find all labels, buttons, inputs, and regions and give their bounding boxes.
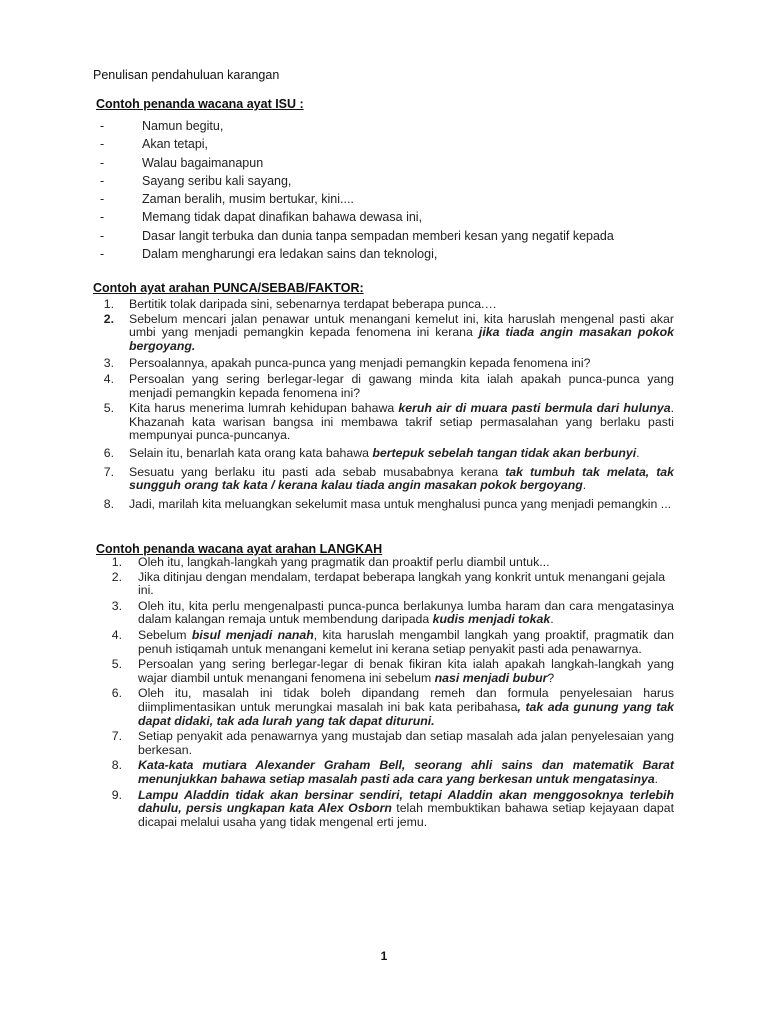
page-number: 1 <box>380 949 388 963</box>
list-item: 1. Bertitik tolak daripada sini, sebenarnya terdapat beberapa punca.… <box>103 297 497 311</box>
list-item: 7. Setiap penyakit ada penawarnya yang mustajab dan setiap masalah ada jalan penyelesaian yang berkesan. <box>111 729 674 757</box>
langkah-sentence-list <box>104 556 674 829</box>
list-item: - Namun begitu, <box>100 119 224 133</box>
isu-marker-list <box>100 117 614 263</box>
list-item: - Akan tetapi, <box>100 137 209 152</box>
list-item: 8. Kata-kata mutiara Alexander Graham Bell, seorang ahli sains dan matematik Barat menunjukkan bahawa setiap masalah pasti ada cara yang berkesan untuk mengatasinya. <box>111 758 674 786</box>
list-item: 5. Kita harus menerima lumrah kehidupan bahawa keruh air di muara pasti bermula dari hulunya. Khazanah kata warisan bangsa ini membawa takrif setiap permasalahan yang berlaku pasti mempunyai punca-puncanya. <box>103 401 674 443</box>
list-item: 3. Persoalannya, apakah punca-punca yang menjadi pemangkin kepada fenomena ini? <box>103 356 591 371</box>
section-heading-isu: Contoh penanda wacana ayat ISU : <box>96 97 304 111</box>
list-item: - Memang tidak dapat dinafikan bahawa dewasa ini, <box>100 210 423 225</box>
list-item: 5. Persoalan yang sering berlegar-legar di benak fikiran kita ialah apakah langkah-langkah yang wajar diambil untuk menangani fenomena ini sebelum nasi menjadi bubur? <box>111 657 674 685</box>
list-item: - Dasar langit terbuka dan dunia tanpa sempadan memberi kesan yang negatif kepada <box>100 228 614 243</box>
list-item: - Walau bagaimanapun <box>100 155 264 170</box>
list-item: 6. Oleh itu, masalah ini tidak boleh dipandang remeh dan formula penyelesaian harus diimplimentasikan untuk merungkai masalah ini bak kata peribahasa, tak ada gunung yang tak dapat didaki, tak ada lurah yang tak dapat dituruni. <box>111 686 674 728</box>
list-item: - Sayang seribu kali sayang, <box>100 173 292 188</box>
punca-sentence-list <box>96 298 674 511</box>
list-item: 8. Jadi, marilah kita meluangkan sekelumit masa untuk menghalusi punca yang menjadi pemangkin ... <box>103 496 672 511</box>
list-item: 2. Jika ditinjau dengan mendalam, terdapat beberapa langkah yang konkrit untuk menangani gejala ini. <box>111 569 666 598</box>
list-item: 4. Persoalan yang sering berlegar-legar di gawang minda kita ialah apakah punca-punca yang menjadi pemangkin kepada fenomena ini? <box>103 371 674 400</box>
document-title: Penulisan pendahuluan karangan <box>93 68 280 82</box>
list-item: 6. Selain itu, benarlah kata orang kata bahawa bertepuk sebelah tangan tidak akan berbunyi. <box>103 445 640 460</box>
list-item: 4. Sebelum bisul menjadi nanah, kita haruslah mengambil langkah yang proaktif, pragmatik dan penuh istiqamah untuk menangani kemelut ini kerana setiap penyakit pasti ada penawarnya. <box>111 627 674 656</box>
list-item: - Zaman beralih, musim bertukar, kini.... <box>100 192 354 207</box>
list-item: 3. Oleh itu, kita perlu mengenalpasti punca-punca berlakunya lumba haram dan cara mengatasinya dalam kalangan remaja untuk membendung daripada kudis menjadi tokak. <box>111 598 674 627</box>
section-heading-punca: Contoh ayat arahan PUNCA/SEBAB/FAKTOR: <box>93 281 364 295</box>
list-item: 9. Lampu Aladdin tidak akan bersinar sendiri, tetapi Aladdin akan menggosoknya terlebih dahulu, persis ungkapan kata Alex Osborn telah membuktikan bahawa setiap kejayaan dapat dicapai melalui usaha yang tidak mengenal erti jemu. <box>111 787 674 829</box>
list-item: 1. Oleh itu, langkah-langkah yang pragmatik dan proaktif perlu diambil untuk... <box>111 555 550 569</box>
list-item: 2. Sebelum mencari jalan penawar untuk menangani kemelut ini, kita haruslah mengenal pasti akar umbi yang menjadi pemangkin kepada fenomena ini kerana jika tiada angin masakan pokok bergoyang. <box>103 311 674 353</box>
section-heading-langkah: Contoh penanda wacana ayat arahan LANGKAH <box>96 542 383 556</box>
list-item: 7. Sesuatu yang berlaku itu pasti ada sebab musababnya kerana tak tumbuh tak melata, tak sungguh orang tak kata / kerana kalau tiada angin masakan pokok bergoyang. <box>103 464 674 493</box>
list-item: - Dalam mengharungi era ledakan sains dan teknologi, <box>100 247 438 262</box>
